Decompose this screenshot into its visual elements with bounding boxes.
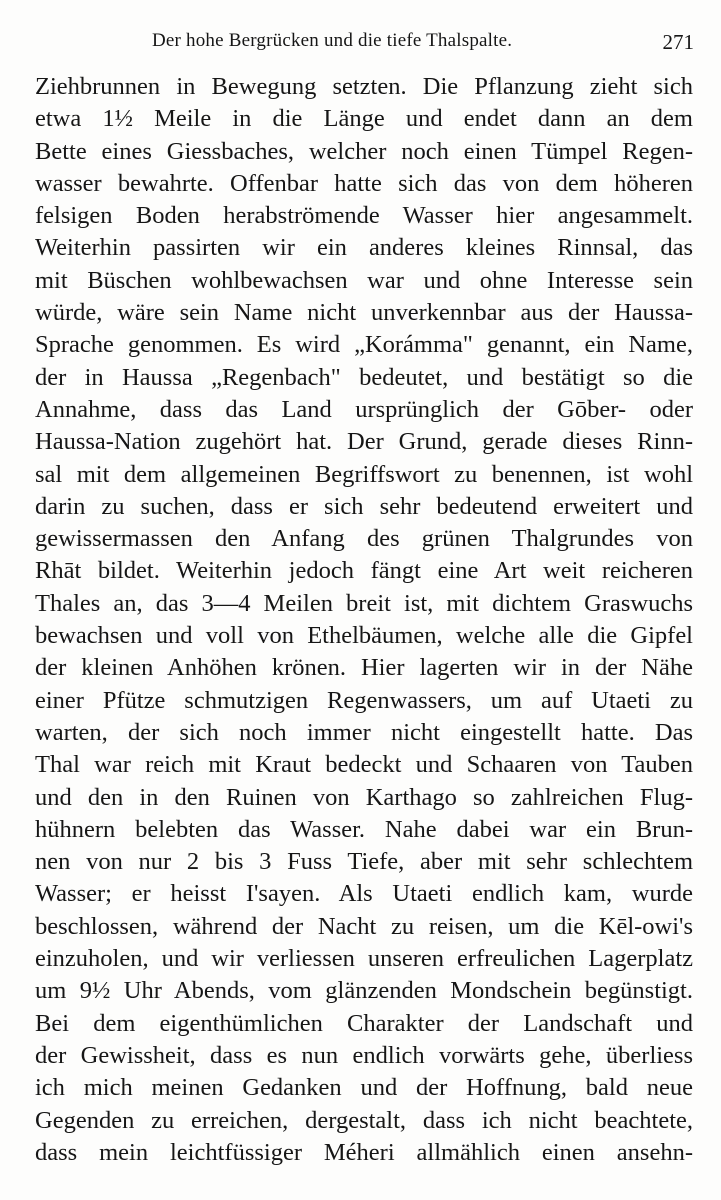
text-line: Thal war reich mit Kraut bedeckt und Schaaren von Tauben — [35, 751, 693, 779]
text-line: beschlossen, während der Nacht zu reisen, um die Kēl-owi's — [35, 912, 693, 940]
text-line: Annahme, dass das Land ursprünglich der Gōber- oder — [35, 395, 693, 423]
text-line: um 9½ Uhr Abends, vom glänzenden Mondschein begünstigt. — [35, 977, 693, 1005]
text-line: der kleinen Anhöhen krönen. Hier lagerten wir in der Nähe — [35, 654, 693, 682]
text-line: bewachsen und voll von Ethelbäumen, welche alle die Gipfel — [35, 622, 693, 650]
text-line: sal mit dem allgemeinen Begriffswort zu benennen, ist wohl — [35, 460, 693, 488]
text-line: warten, der sich noch immer nicht eingestellt hatte. Das — [35, 718, 693, 746]
page-number: 271 — [662, 30, 694, 54]
text-line: der Gewissheit, dass es nun endlich vorwärts gehe, überliess — [35, 1041, 693, 1069]
text-line: darin zu suchen, dass er sich sehr bedeutend erweitert und — [35, 492, 693, 520]
body-text — [35, 71, 693, 1169]
text-line: Wasser; er heisst I'sayen. Als Utaeti endlich kam, wurde — [35, 880, 693, 908]
text-line: würde, wäre sein Name nicht unverkennbar aus der Haussa- — [35, 299, 693, 327]
text-line: Haussa-Nation zugehört hat. Der Grund, gerade dieses Rinn- — [35, 428, 693, 456]
text-line: etwa 1½ Meile in die Länge und endet dann an dem — [35, 105, 693, 133]
text-line: Rhāt bildet. Weiterhin jedoch fängt eine Art weit reicheren — [35, 557, 693, 585]
text-line: Ziehbrunnen in Bewegung setzten. Die Pflanzung zieht sich — [35, 73, 693, 100]
running-title: Der hohe Bergrücken und die tiefe Thalspalte. — [152, 30, 513, 51]
text-line: wasser bewahrte. Offenbar hatte sich das von dem höheren — [35, 169, 693, 197]
text-line: einer Pfütze schmutzigen Regenwassers, um auf Utaeti zu — [35, 686, 693, 714]
text-line: nen von nur 2 bis 3 Fuss Tiefe, aber mit sehr schlechtem — [35, 848, 693, 876]
text-line: Gegenden zu erreichen, dergestalt, dass ich nicht beachtete, — [35, 1106, 693, 1134]
text-line: mit Büschen wohlbewachsen war und ohne Interesse sein — [35, 266, 693, 294]
text-line: der in Haussa „Regenbach" bedeutet, und bestätigt so die — [35, 363, 693, 391]
text-line: hühnern belebten das Wasser. Nahe dabei war ein Brun- — [35, 815, 693, 843]
text-line: Sprache genommen. Es wird „Korámma" genannt, ein Name, — [35, 331, 693, 359]
text-line: Bei dem eigenthümlichen Charakter der Landschaft und — [35, 1009, 693, 1037]
text-line: Bette eines Giessbaches, welcher noch einen Tümpel Regen- — [35, 137, 693, 165]
text-line: felsigen Boden herabströmende Wasser hier angesammelt. — [35, 202, 693, 230]
text-line: gewissermassen den Anfang des grünen Thalgrundes von — [35, 525, 693, 553]
text-line: einzuholen, und wir verliessen unseren erfreulichen Lagerplatz — [35, 945, 693, 973]
text-line: und den in den Ruinen von Karthago so zahlreichen Flug- — [35, 783, 693, 811]
text-line: dass mein leichtfüssiger Méheri allmählich einen ansehn- — [35, 1138, 693, 1166]
running-header — [34, 30, 694, 56]
text-line: Thales an, das 3—4 Meilen breit ist, mit dichtem Graswuchs — [35, 589, 693, 617]
text-line: Weiterhin passirten wir ein anderes kleines Rinnsal, das — [35, 234, 693, 262]
text-line: ich mich meinen Gedanken und der Hoffnung, bald neue — [35, 1074, 693, 1102]
